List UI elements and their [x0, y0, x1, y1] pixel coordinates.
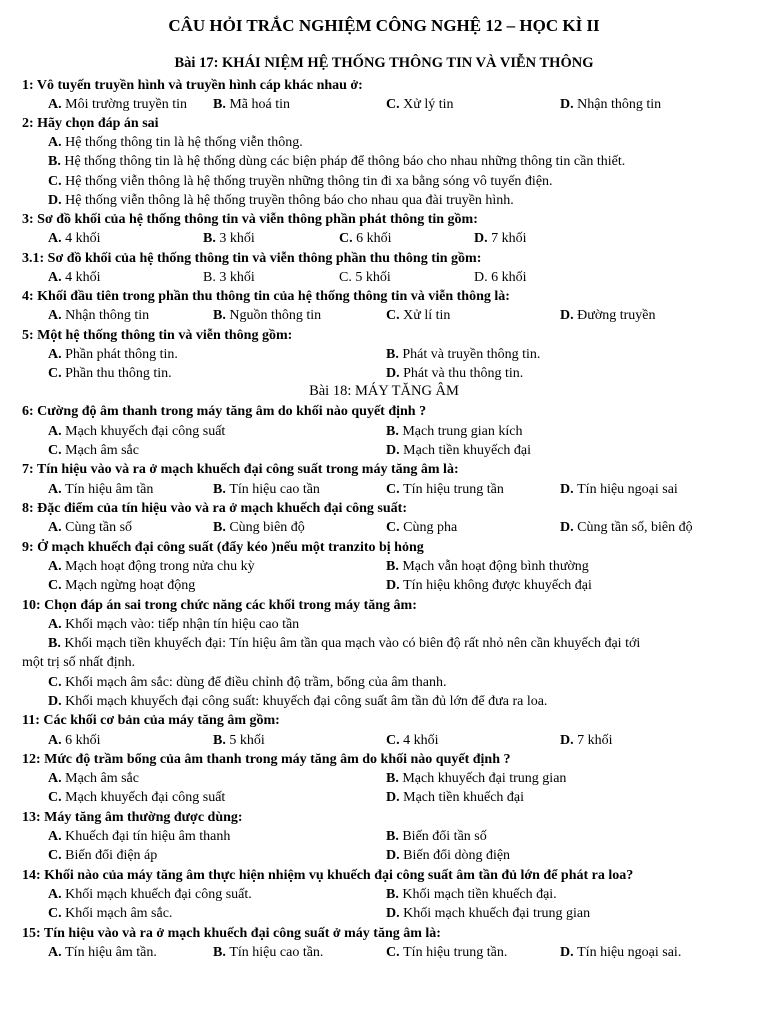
option-d: D. Tín hiệu không được khuyếch đại	[386, 578, 592, 593]
option-a: A. Cùng tần số	[48, 520, 133, 535]
options-row	[0, 441, 768, 461]
question-2: 2: Hãy chọn đáp án sai	[22, 116, 159, 131]
option-c: C. Tín hiệu trung tần.	[386, 945, 508, 960]
option-d: D. Đường truyền	[560, 308, 656, 323]
question-4: 4: Khối đầu tiên trong phần thu thông tin của hệ thống thông tin và viễn thông là:	[22, 289, 510, 304]
options-row	[0, 904, 768, 924]
option-a: A. Hệ thống thông tin là hệ thống viễn thông.	[48, 135, 303, 150]
option-c: C. Mạch ngừng hoạt động	[48, 578, 196, 593]
option-d: D. Hệ thống viễn thông là hệ thống truyền thông báo cho nhau qua đài truyền hình.	[48, 193, 514, 208]
option-c: C. 5 khối	[339, 270, 391, 285]
option-b: B. 5 khối	[213, 733, 265, 748]
option-b: B. Mã hoá tin	[213, 97, 290, 112]
option-c: C. Khối mạch âm sắc: dùng để điều chỉnh độ trầm, bổng của âm thanh.	[48, 675, 447, 690]
option-d: D. Khối mạch khuyếch đại công suất: khuyếch đại công suất âm tần đủ lớn để đưa ra loa.	[48, 694, 548, 709]
option-c: C. 4 khối	[386, 733, 439, 748]
option-c: C. Phần thu thông tin.	[48, 366, 172, 381]
option-c: C. Mạch âm sắc	[48, 443, 139, 458]
option-a: A. Nhận thông tin	[48, 308, 150, 323]
option-a: A. Mạch khuyếch đại công suất	[48, 424, 226, 439]
option-a: A. 4 khối	[48, 270, 101, 285]
options-row	[0, 306, 768, 326]
option-c: C. Biến đổi điện áp	[48, 848, 158, 863]
option-a: A. 6 khối	[48, 733, 101, 748]
question-3-1: 3.1: Sơ đồ khối của hệ thống thông tin và viễn thông phần thu thông tin gồm:	[22, 251, 482, 266]
question-6: 6: Cường độ âm thanh trong máy tăng âm do khối nào quyết định ?	[22, 404, 427, 419]
option-b: B. Hệ thống thông tin là hệ thống dùng các biện pháp để thông báo cho nhau những thông tin cần thiết.	[48, 154, 626, 169]
lesson-18-heading: Bài 18: MÁY TĂNG ÂM	[309, 383, 459, 399]
option-c: C. Xử lý tin	[386, 97, 454, 112]
option-d: D. Tín hiệu ngoại sai.	[560, 945, 682, 960]
option-d: D. Khối mạch khuếch đại trung gian	[386, 906, 591, 921]
question-15: 15: Tín hiệu vào và ra ở mạch khuếch đại công suất ở máy tăng âm là:	[22, 926, 441, 941]
option-b: B. Khối mạch tiền khuyếch đại: Tín hiệu âm tần qua mạch vào có biên độ rất nhỏ nên cần khuyếch đại tới	[48, 636, 641, 651]
option-d: D. Mạch tiền khuếch đại	[386, 790, 525, 805]
options-row	[0, 95, 768, 115]
option-c: C. Xử lí tin	[386, 308, 451, 323]
option-b: B. 3 khối	[203, 270, 255, 285]
options-row	[0, 769, 768, 789]
option-d: D. Phát và thu thông tin.	[386, 366, 524, 381]
options-row	[0, 518, 768, 538]
question-5: 5: Một hệ thống thông tin và viễn thông gồm:	[22, 328, 293, 343]
options-row	[0, 827, 768, 847]
option-a: A. Tín hiệu âm tần	[48, 482, 154, 497]
option-d: D. Nhận thông tin	[560, 97, 662, 112]
options-row	[0, 345, 768, 365]
document-title: CÂU HỎI TRẮC NGHIỆM CÔNG NGHỆ 12 – HỌC KÌ II	[168, 16, 600, 35]
option-a: A. Tín hiệu âm tần.	[48, 945, 157, 960]
option-c: C. Hệ thống viễn thông là hệ thống truyền những thông tin đi xa bằng sóng vô tuyến điện.	[48, 174, 553, 189]
options-row	[0, 229, 768, 249]
option-d: D. Biến đổi dòng điện	[386, 848, 511, 863]
option-c: C. Khối mạch âm sắc.	[48, 906, 173, 921]
question-3: 3: Sơ đồ khối của hệ thống thông tin và viễn thông phần phát thông tin gồm:	[22, 212, 478, 227]
option-a: A. 4 khối	[48, 231, 101, 246]
question-1: 1: Vô tuyến truyền hình và truyền hình cáp khác nhau ở:	[22, 78, 363, 93]
question-14: 14: Khối nào của máy tăng âm thực hiện nhiệm vụ khuếch đại công suất âm tần đủ lớn để phát ra loa?	[22, 868, 634, 883]
options-row	[0, 576, 768, 596]
option-d: D. Tín hiệu ngoại sai	[560, 482, 678, 497]
option-a: A. Mạch hoạt động trong nửa chu kỳ	[48, 559, 255, 574]
lesson-17-heading: Bài 17: KHÁI NIỆM HỆ THỐNG THÔNG TIN VÀ VIỄN THÔNG	[174, 55, 594, 71]
option-b: B. Mạch khuyếch đại trung gian	[386, 771, 567, 786]
question-8: 8: Đặc điểm của tín hiệu vào và ra ở mạch khuếch đại công suất:	[22, 501, 407, 516]
options-row	[0, 557, 768, 577]
option-b: B. Mạch trung gian kích	[386, 424, 523, 439]
option-d: D. 7 khối	[474, 231, 527, 246]
option-d: D. 6 khối	[474, 270, 527, 285]
option-b-continued: một trị số nhất định.	[22, 655, 136, 670]
option-c: C. 6 khối	[339, 231, 392, 246]
question-12: 12: Mức độ trầm bổng của âm thanh trong máy tăng âm do khối nào quyết định ?	[22, 752, 511, 767]
option-a: A. Khuếch đại tín hiệu âm thanh	[48, 829, 231, 844]
options-row	[0, 268, 768, 288]
option-b: B. Khối mạch tiền khuếch đại.	[386, 887, 557, 902]
option-b: B. Cùng biên độ	[213, 520, 305, 535]
question-10: 10: Chọn đáp án sai trong chức năng các khối trong máy tăng âm:	[22, 598, 417, 613]
question-7: 7: Tín hiệu vào và ra ở mạch khuếch đại công suất trong máy tăng âm là:	[22, 462, 459, 477]
option-b: B. 3 khối	[203, 231, 255, 246]
option-b: B. Phát và truyền thông tin.	[386, 347, 541, 362]
option-a: A. Môi trường truyền tin	[48, 97, 188, 112]
options-row	[0, 846, 768, 866]
option-b: B. Biến đổi tần số	[386, 829, 487, 844]
option-c: C. Mạch khuyếch đại công suất	[48, 790, 226, 805]
option-b: B. Nguồn thông tin	[213, 308, 322, 323]
option-b: B. Mạch vẫn hoạt động bình thường	[386, 559, 589, 574]
option-a: A. Khối mạch vào: tiếp nhận tín hiệu cao tần	[48, 617, 300, 632]
options-row	[0, 364, 768, 384]
question-9: 9: Ở mạch khuếch đại công suất (đẩy kéo )nếu một tranzito bị hỏng	[22, 540, 424, 555]
option-a: A. Khối mạch khuếch đại công suất.	[48, 887, 252, 902]
options-row	[0, 480, 768, 500]
options-row	[0, 422, 768, 442]
question-11: 11: Các khối cơ bản của máy tăng âm gồm:	[22, 713, 280, 728]
option-c: C. Cùng pha	[386, 520, 458, 535]
options-row	[0, 885, 768, 905]
option-a: A. Phần phát thông tin.	[48, 347, 178, 362]
options-row	[0, 943, 768, 963]
options-row	[0, 731, 768, 751]
option-b: B. Tín hiệu cao tần	[213, 482, 320, 497]
option-d: D. 7 khối	[560, 733, 613, 748]
option-c: C. Tín hiệu trung tần	[386, 482, 504, 497]
options-row	[0, 788, 768, 808]
option-b: B. Tín hiệu cao tần.	[213, 945, 324, 960]
option-a: A. Mạch âm sắc	[48, 771, 139, 786]
question-13: 13: Máy tăng âm thường được dùng:	[22, 810, 243, 825]
option-d: D. Mạch tiền khuyếch đại	[386, 443, 532, 458]
option-d: D. Cùng tần số, biên độ	[560, 520, 693, 535]
